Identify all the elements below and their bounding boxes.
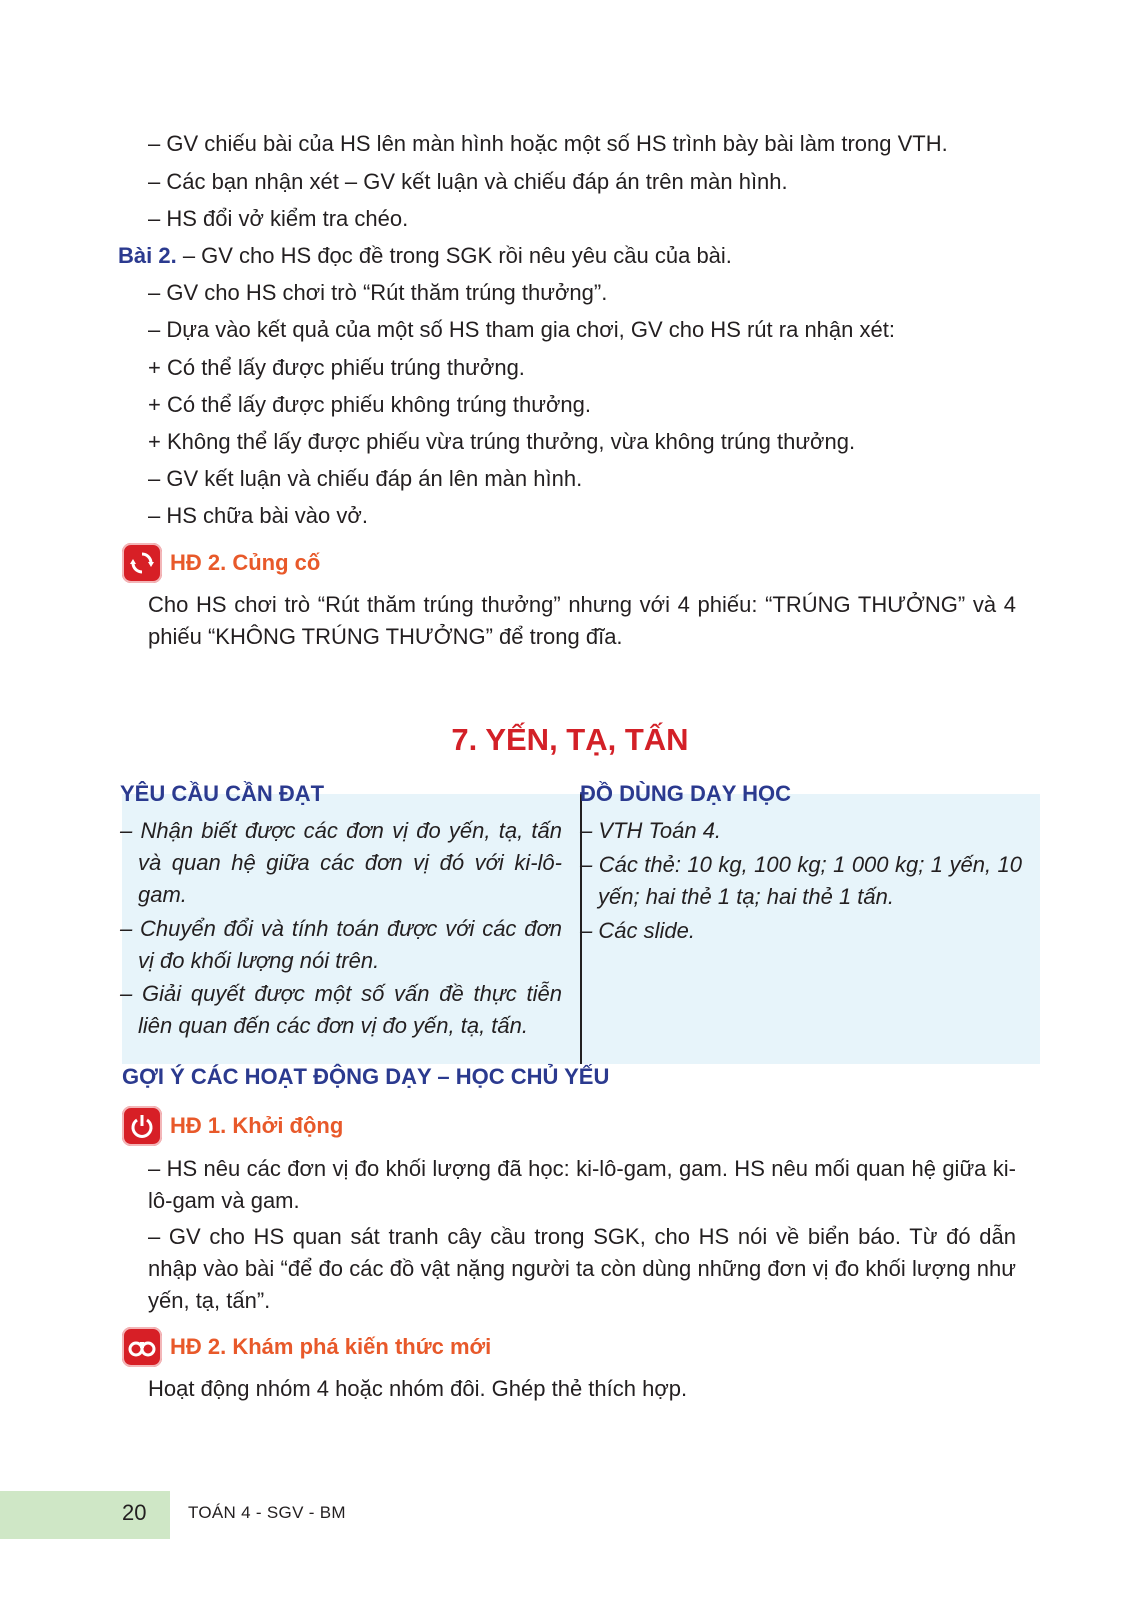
footer-book-title: TOÁN 4 - SGV - BM (188, 1503, 346, 1522)
material-item: – Các slide. (580, 918, 695, 943)
hd1-title: HĐ 1. Khởi động (170, 1113, 344, 1138)
hd2-cung-co-title: HĐ 2. Củng cố (170, 550, 321, 575)
binoculars-icon (122, 1327, 162, 1367)
bai2-first-line: – GV cho HS đọc đề trong SGK rồi nêu yêu cầu của bài. (176, 243, 732, 268)
text-line: – GV chiếu bài của HS lên màn hình hoặc một số HS trình bày bài làm trong VTH. (148, 131, 948, 156)
text-line: + Có thể lấy được phiếu không trúng thưởng. (148, 392, 591, 417)
text-line: – Dựa vào kết quả của một số HS tham gia chơi, GV cho HS rút ra nhận xét: (148, 317, 895, 342)
material-item: – VTH Toán 4. (580, 818, 722, 843)
hd2-kham-pha-header (122, 1327, 491, 1367)
requirement-item: – Chuyển đổi và tính toán được với các đơn vị đo khối lượng nói trên. (120, 916, 562, 973)
material-item: – Các thẻ: 10 kg, 100 kg; 1 000 kg; 1 yến, 10 yến; hai thẻ 1 tạ; hai thẻ 1 tấn. (580, 852, 1022, 909)
power-icon (122, 1106, 162, 1146)
hd2-cung-co-text: Cho HS chơi trò “Rút thăm trúng thưởng” nhưng với 4 phiếu: “TRÚNG THƯỞNG” và 4 phiếu “KHÔNG TRÚNG THƯỞNG” để trong đĩa. (148, 592, 1016, 649)
text-line: – HS đổi vở kiểm tra chéo. (148, 206, 409, 231)
text-line: + Không thể lấy được phiếu vừa trúng thưởng, vừa không trúng thưởng. (148, 429, 856, 454)
hd1-paragraph: – HS nêu các đơn vị đo khối lượng đã học: ki-lô-gam, gam. HS nêu mối quan hệ giữa ki-lô-gam và gam. (148, 1156, 1016, 1213)
requirement-item: – Nhận biết được các đơn vị đo yến, tạ, tấn và quan hệ giữa các đơn vị đó với ki-lô-gam. (120, 818, 562, 907)
requirements-heading: YÊU CẦU CẦN ĐẠT (120, 781, 325, 806)
text-line: – HS chữa bài vào vở. (148, 503, 368, 528)
text-line: – Các bạn nhận xét – GV kết luận và chiếu đáp án trên màn hình. (148, 169, 788, 194)
text-line: – GV cho HS chơi trò “Rút thăm trúng thưởng”. (148, 280, 608, 305)
text-line: + Có thể lấy được phiếu trúng thưởng. (148, 355, 525, 380)
hd2-kham-pha-title: HĐ 2. Khám phá kiến thức mới (170, 1334, 492, 1359)
chapter-title: 7. YẾN, TẠ, TẤN (451, 722, 689, 757)
text-line: – GV kết luận và chiếu đáp án lên màn hình. (148, 466, 583, 491)
section-heading: GỢI Ý CÁC HOẠT ĐỘNG DẠY – HỌC CHỦ YẾU (122, 1064, 610, 1089)
hd1-header (122, 1106, 343, 1146)
page-number: 20 (122, 1500, 147, 1525)
materials-heading: ĐỒ DÙNG DẠY HỌC (580, 781, 792, 806)
bai2-heading-line (118, 241, 732, 271)
hd2-cung-co-header (122, 543, 320, 583)
hd1-paragraph: – GV cho HS quan sát tranh cây cầu trong SGK, cho HS nói về biển báo. Từ đó dẫn nhập vào bài “để đo các đồ vật nặng người ta còn dùng những đơn vị đo khối lượng như yến, tạ, tấn”. (148, 1224, 1016, 1313)
hd2-kham-pha-text: Hoạt động nhóm 4 hoặc nhóm đôi. Ghép thẻ thích hợp. (148, 1376, 688, 1401)
requirement-item: – Giải quyết được một số vấn đề thực tiễn liên quan đến các đơn vị đo yến, tạ, tấn. (120, 981, 562, 1038)
bai2-label: Bài 2. (118, 243, 177, 268)
refresh-icon (122, 543, 162, 583)
